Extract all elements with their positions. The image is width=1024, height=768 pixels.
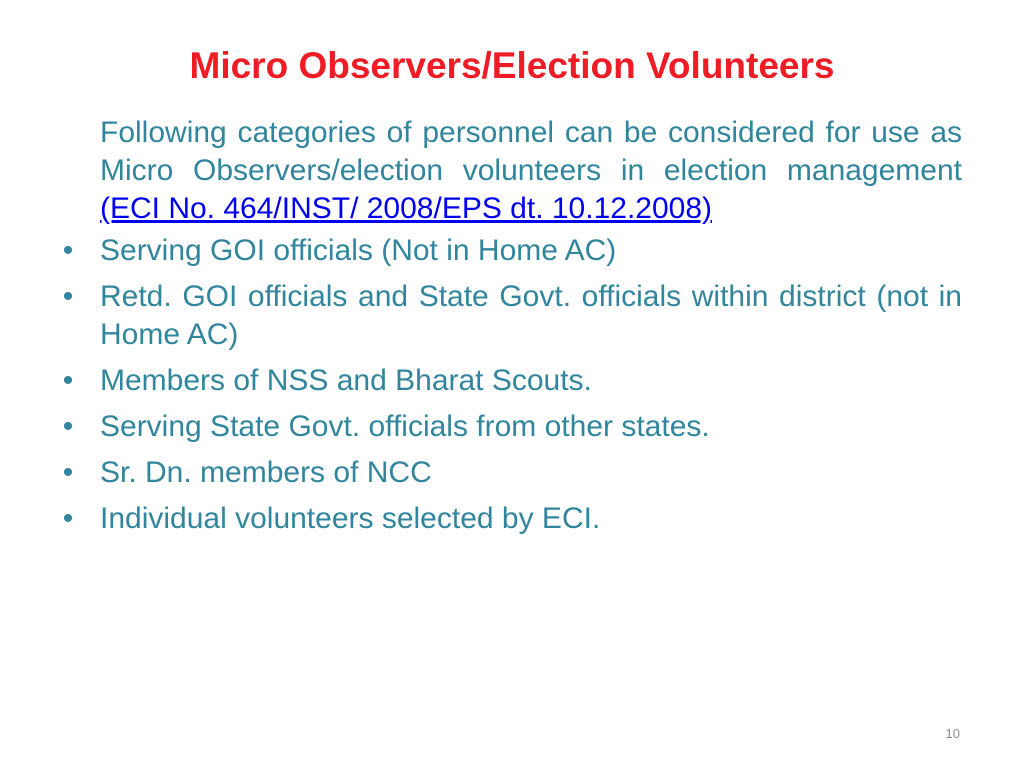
list-item xyxy=(62,500,962,538)
bullet-list xyxy=(62,232,962,538)
intro-paragraph xyxy=(100,114,962,228)
bullet-icon: • xyxy=(62,364,74,397)
page-number: 10 xyxy=(945,726,960,741)
eci-reference-link[interactable]: (ECI No. 464/INST/ 2008/EPS dt. 10.12.2008) xyxy=(100,192,713,225)
list-item xyxy=(62,278,962,354)
bullet-icon: • xyxy=(62,280,74,313)
slide-content xyxy=(62,114,962,546)
bullet-text: Individual volunteers selected by ECI. xyxy=(100,502,601,535)
bullet-icon: • xyxy=(62,502,74,535)
bullet-icon: • xyxy=(62,234,74,267)
list-item xyxy=(62,232,962,270)
list-item xyxy=(62,408,962,446)
bullet-text: Serving GOI officials (Not in Home AC) xyxy=(100,234,617,267)
bullet-icon: • xyxy=(62,410,74,443)
bullet-icon: • xyxy=(62,456,74,489)
bullet-text: Retd. GOI officials and State Govt. officials within district (not in Home AC) xyxy=(100,280,962,351)
bullet-text: Serving State Govt. officials from other states. xyxy=(100,410,710,443)
bullet-text: Sr. Dn. members of NCC xyxy=(100,456,432,489)
bullet-text: Members of NSS and Bharat Scouts. xyxy=(100,364,592,397)
slide-title: Micro Observers/Election Volunteers xyxy=(189,45,835,86)
list-item xyxy=(62,454,962,492)
list-item xyxy=(62,362,962,400)
intro-text: Following categories of personnel can be considered for use as Micro Observers/election volunteers in election management xyxy=(100,116,962,187)
